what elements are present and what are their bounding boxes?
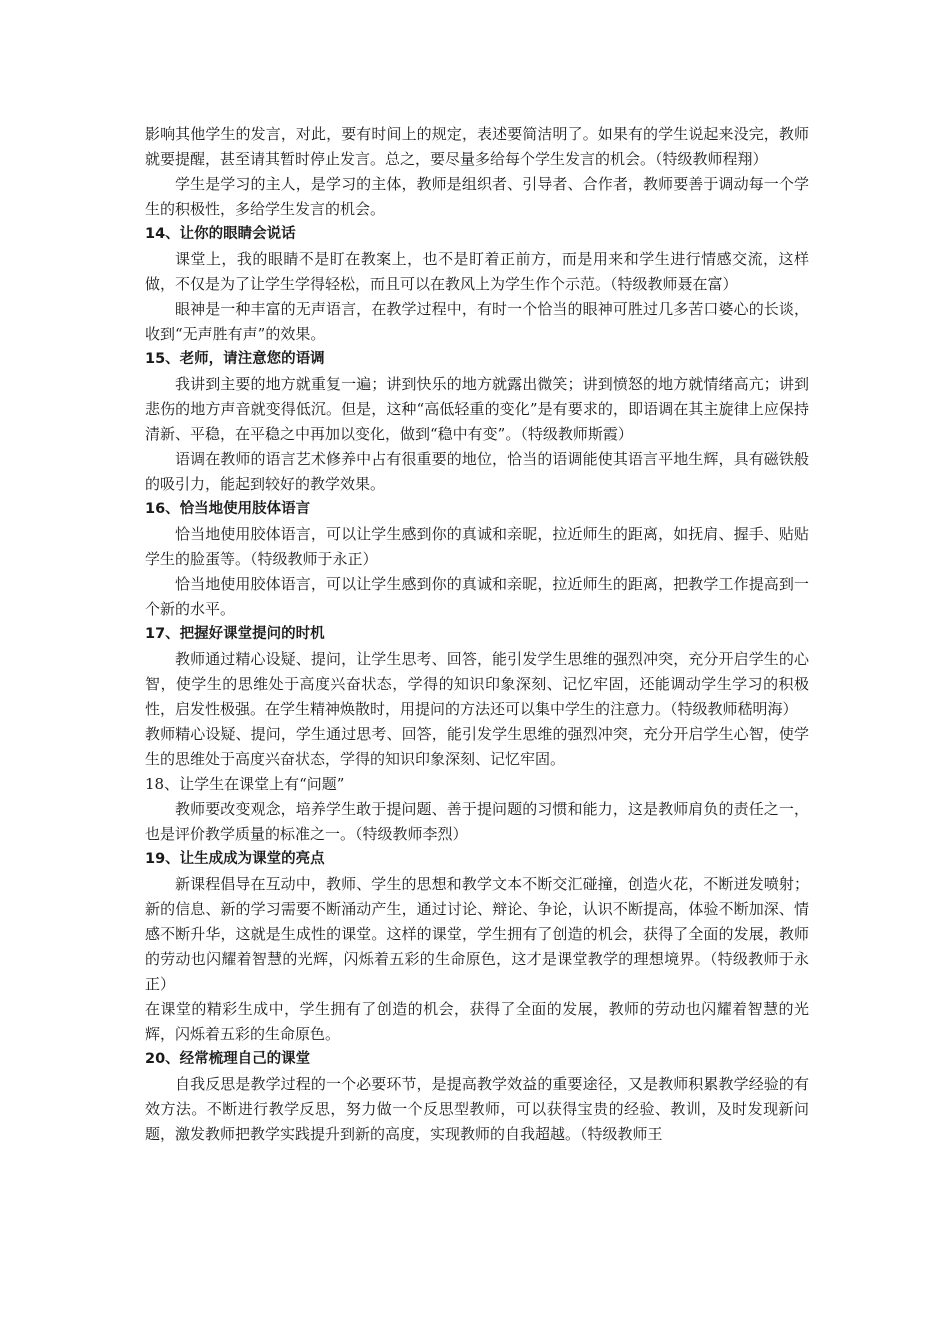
- body-paragraph: 新课程倡导在互动中，教师、学生的思想和教学文本不断交汇碰撞，创造火花，不断迸发喷射；新的信息、新的学习需要不断涌动产生，通过讨论、辩论、争论，认识不断提高，体验不断加深、情感不断升华，这就是生成性的课堂。这样的课堂，学生拥有了创造的机会，获得了全面的发展，教师的劳动也闪耀着智慧的光辉，闪烁着五彩的生命原色，这才是课堂教学的理想境界。（特级教师于永正）: [145, 875, 809, 993]
- section-heading: 14、让你的眼睛会说话: [145, 226, 296, 242]
- body-paragraph: 在课堂的精彩生成中，学生拥有了创造的机会，获得了全面的发展，教师的劳动也闪耀着智慧的光辉，闪烁着五彩的生命原色。: [145, 1000, 809, 1043]
- body-paragraph: 教师精心设疑、提问，学生通过思考、回答，能引发学生思维的强烈冲突，充分开启学生心智，使学生的思维处于高度兴奋状态，学得的知识印象深刻、记忆牢固。: [145, 725, 809, 768]
- body-paragraph: 课堂上，我的眼睛不是盯在教案上，也不是盯着正前方，而是用来和学生进行情感交流，这样做，不仅是为了让学生学得轻松，而且可以在教风上为学生作个示范。（特级教师聂在富）: [145, 250, 809, 293]
- section-heading: 18、让学生在课堂上有“问题”: [145, 775, 345, 793]
- body-paragraph: 眼神是一种丰富的无声语言，在教学过程中，有时一个恰当的眼神可胜过几多苦口婆心的长谈，收到“无声胜有声”的效果。: [145, 300, 809, 343]
- body-paragraph: 我讲到主要的地方就重复一遍；讲到快乐的地方就露出微笑；讲到愤怒的地方就情绪高亢；讲到悲伤的地方声音就变得低沉。但是，这种“高低轻重的变化”是有要求的，即语调在其主旋律上应保持清新、平稳，在平稳之中再加以变化，做到“稳中有变”。（特级教师斯霞）: [145, 375, 809, 443]
- body-paragraph: 教师通过精心设疑、提问，让学生思考、回答，能引发学生思维的强烈冲突，充分开启学生的心智，使学生的思维处于高度兴奋状态，学得的知识印象深刻、记忆牢固，还能调动学生学习的积极性，启发性极强。在学生精神焕散时，用提问的方法还可以集中学生的注意力。（特级教师嵇明海）: [145, 650, 809, 718]
- body-paragraph: 教师要改变观念，培养学生敢于提问题、善于提问题的习惯和能力，这是教师肩负的责任之一，也是评价教学质量的标准之一。（特级教师李烈）: [145, 800, 809, 843]
- section-heading: 20、经常梳理自己的课堂: [145, 1051, 311, 1067]
- document-page: [145, 122, 809, 1147]
- body-paragraph: 影响其他学生的发言，对此，要有时间上的规定，表述要简洁明了。如果有的学生说起来没完，教师就要提醒，甚至请其暂时停止发言。总之，要尽量多给每个学生发言的机会。（特级教师程翔）: [145, 125, 809, 168]
- section-heading: 16、恰当地使用肢体语言: [145, 501, 311, 517]
- body-paragraph: 学生是学习的主人，是学习的主体，教师是组织者、引导者、合作者，教师要善于调动每一个学生的积极性，多给学生发言的机会。: [145, 175, 809, 218]
- section-heading: 19、让生成成为课堂的亮点: [145, 851, 325, 867]
- body-paragraph: 恰当地使用胶体语言，可以让学生感到你的真诚和亲昵，拉近师生的距离，把教学工作提高到一个新的水平。: [145, 575, 809, 618]
- body-paragraph: 语调在教师的语言艺术修养中占有很重要的地位，恰当的语调能使其语言平地生辉，具有磁铁般的吸引力，能起到较好的教学效果。: [145, 450, 809, 493]
- body-paragraph: 恰当地使用胶体语言，可以让学生感到你的真诚和亲昵，拉近师生的距离，如抚肩、握手、贴贴学生的脸蛋等。（特级教师于永正）: [145, 525, 809, 568]
- section-heading: 17、把握好课堂提问的时机: [145, 626, 325, 642]
- body-paragraph: 自我反思是教学过程的一个必要环节，是提高教学效益的重要途径，又是教师积累教学经验的有效方法。不断进行教学反思，努力做一个反思型教师，可以获得宝贵的经验、教训，及时发现新问题，激发教师把教学实践提升到新的高度，实现教师的自我超越。（特级教师王: [145, 1075, 809, 1143]
- section-heading: 15、老师，请注意您的语调: [145, 351, 325, 367]
